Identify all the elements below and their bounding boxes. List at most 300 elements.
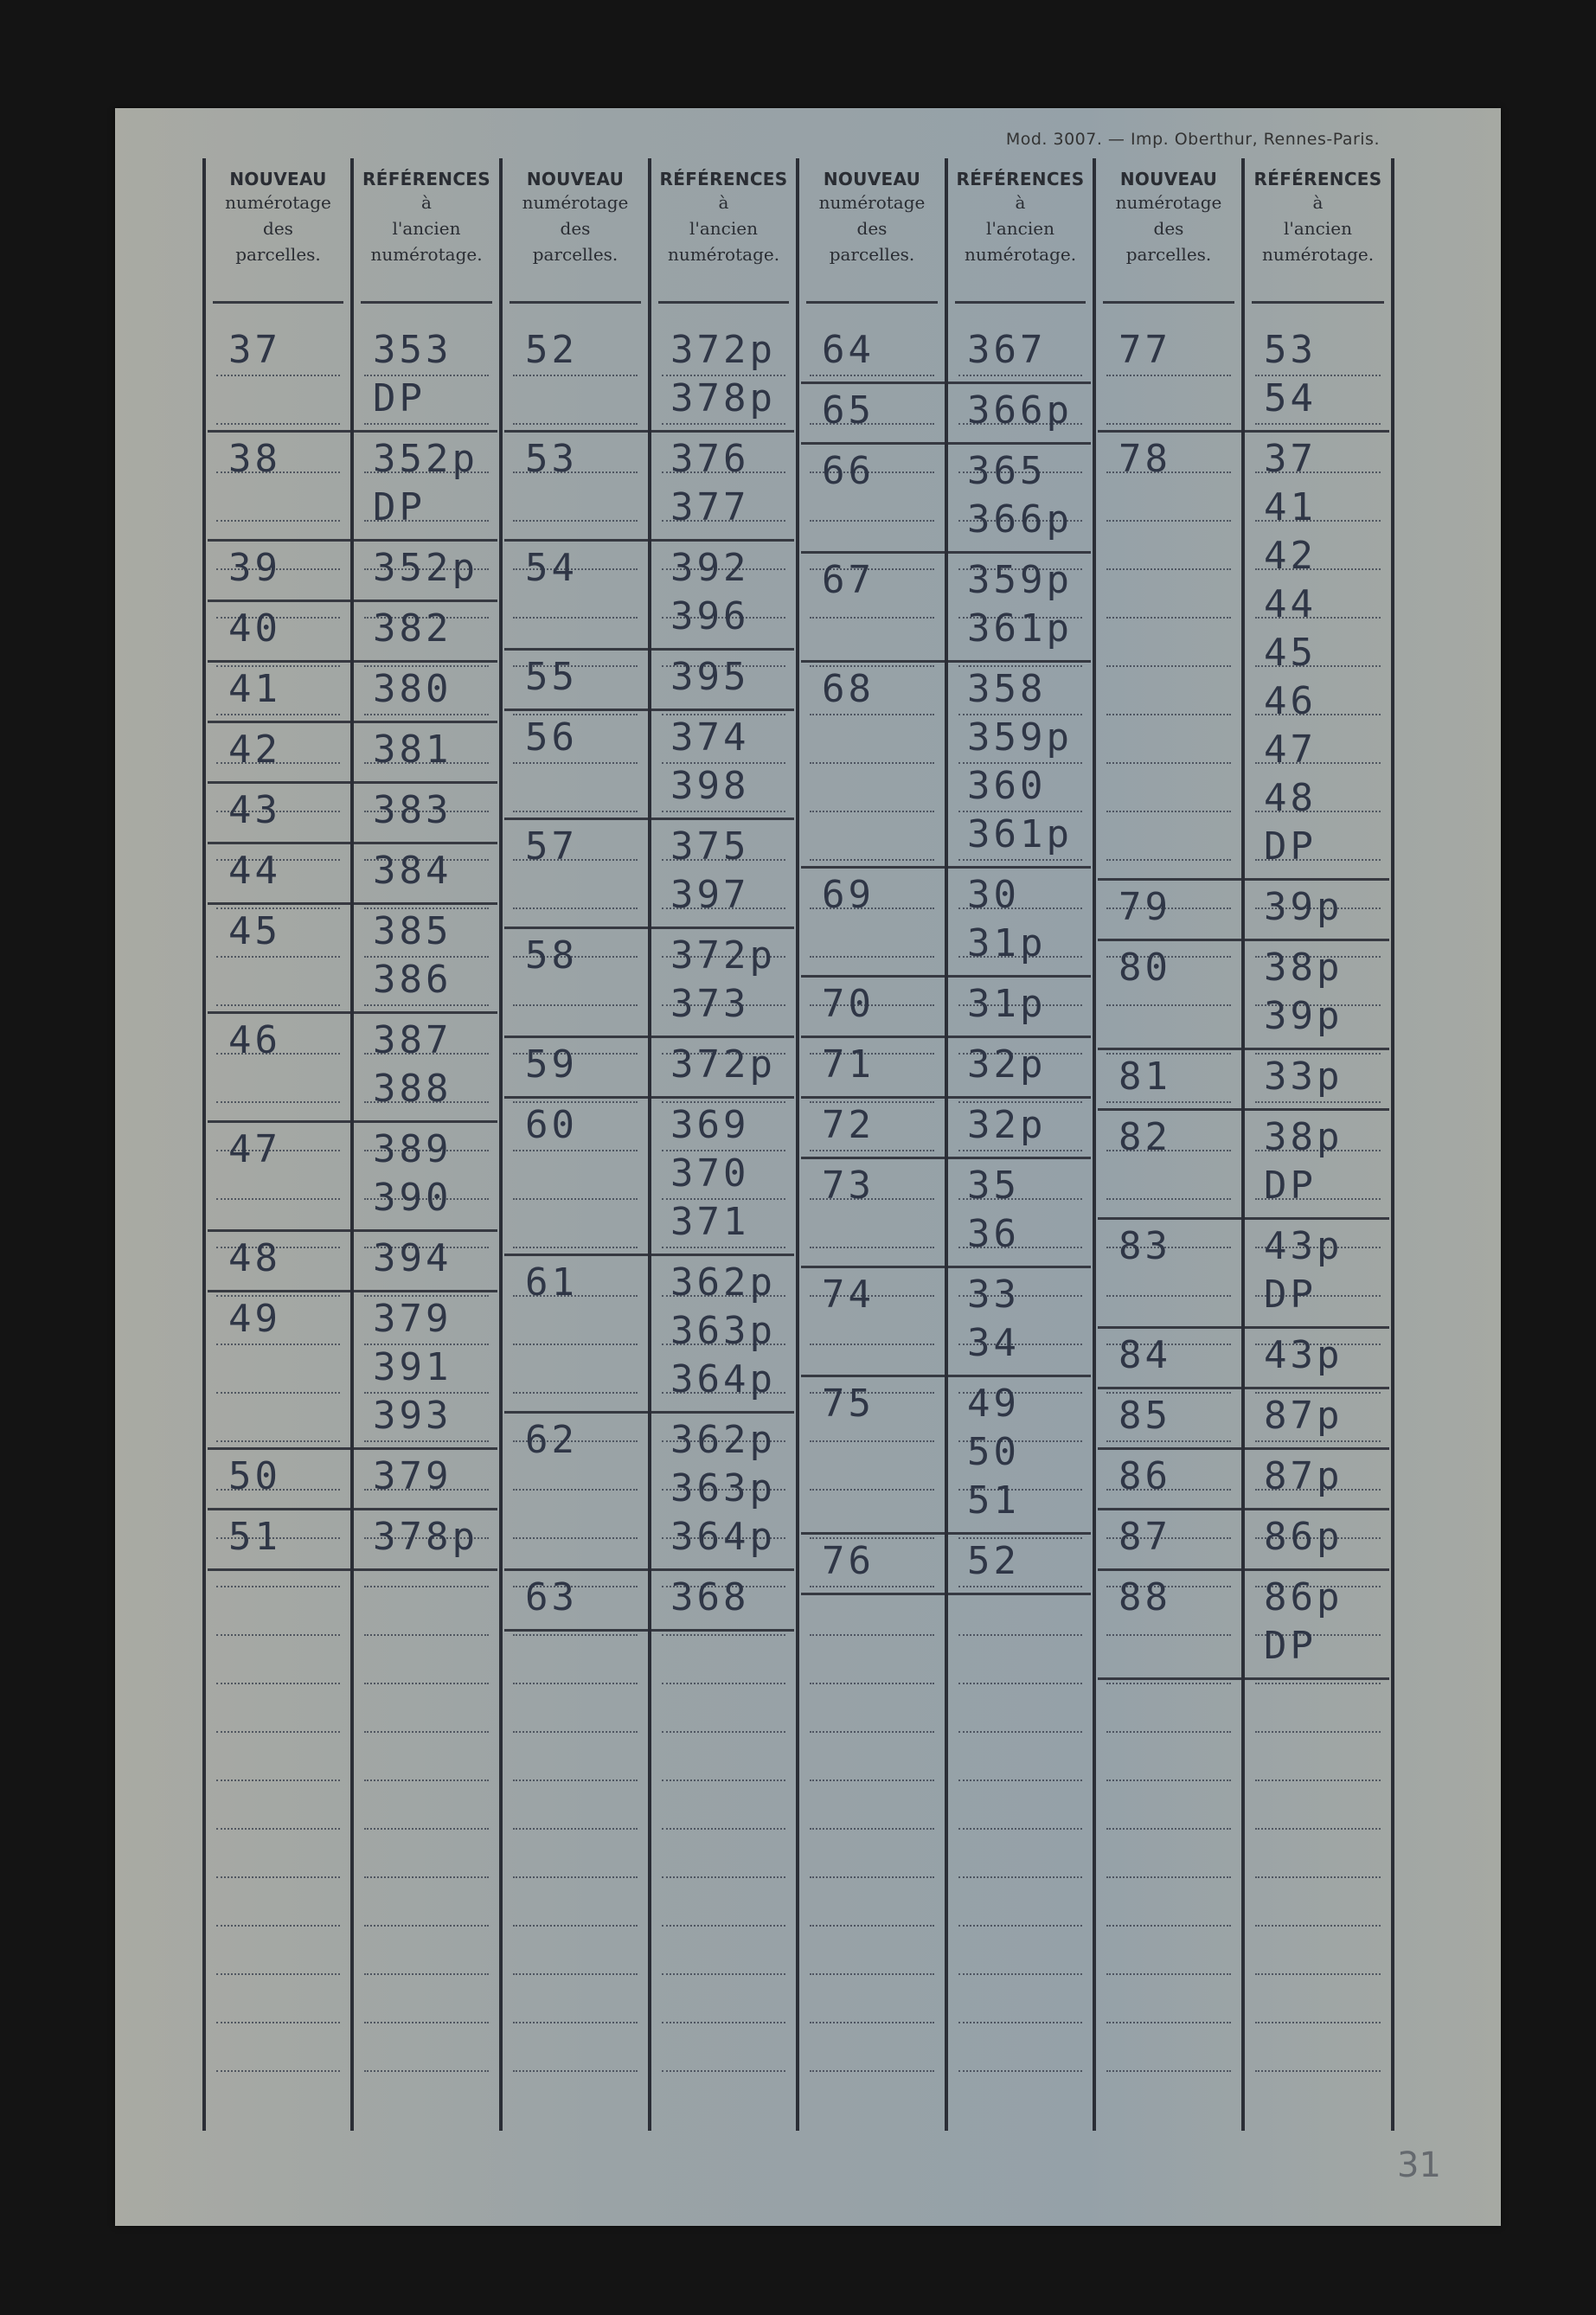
dotted-guide (810, 762, 934, 764)
header-subtitle: des (560, 218, 591, 239)
dotted-guide (810, 1925, 934, 1927)
dotted-guide (364, 1731, 489, 1733)
column-rule (499, 158, 503, 2131)
parcel-old-reference: 352p (373, 437, 478, 481)
parcel-old-reference: 47 (1264, 728, 1317, 772)
entry-separator (801, 382, 1091, 384)
column-rule (1241, 158, 1245, 2131)
parcel-old-reference: 361p (967, 606, 1073, 651)
dotted-guide (216, 1440, 340, 1442)
dotted-guide (216, 1925, 340, 1927)
dotted-guide (810, 1586, 934, 1587)
parcel-new-number: 65 (822, 388, 875, 433)
dotted-guide (1106, 520, 1231, 522)
parcel-new-number: 39 (228, 546, 281, 590)
parcel-old-reference: 374 (670, 715, 750, 760)
parcel-old-reference: 49 (967, 1382, 1020, 1426)
header-subtitle: numérotage. (370, 244, 483, 265)
column-rule (350, 158, 354, 2131)
dotted-guide (216, 2070, 340, 2072)
parcel-old-reference: 367 (967, 328, 1047, 372)
header-nouveau (1094, 169, 1243, 290)
entry-separator (208, 721, 497, 723)
dotted-guide (662, 423, 785, 425)
dotted-guide (364, 1683, 489, 1684)
dotted-guide (810, 1634, 934, 1636)
parcel-old-reference: 359p (967, 715, 1073, 760)
parcel-old-reference: DP (1264, 1624, 1317, 1668)
parcel-old-reference: 394 (373, 1236, 452, 1280)
entry-separator (504, 818, 794, 820)
dotted-guide (1106, 1925, 1231, 1927)
header-title: RÉFÉRENCES (362, 169, 490, 189)
parcel-new-number: 67 (822, 558, 875, 602)
parcel-old-reference: 87p (1264, 1394, 1343, 1438)
parcel-old-reference: 375 (670, 824, 750, 869)
dotted-guide (810, 520, 934, 522)
dotted-guide (958, 1925, 1082, 1927)
parcel-old-reference: 50 (967, 1430, 1020, 1474)
dotted-guide (513, 1828, 638, 1830)
dotted-guide (513, 423, 638, 425)
dotted-guide (1106, 2070, 1231, 2072)
parcel-old-reference: 35 (967, 1164, 1020, 1208)
parcel-old-reference: 33 (967, 1273, 1020, 1317)
entry-separator (801, 551, 1091, 554)
dotted-guide (1255, 2070, 1381, 2072)
parcel-old-reference: 395 (670, 655, 750, 699)
dotted-guide (513, 375, 638, 376)
dotted-guide (1106, 762, 1231, 764)
dotted-guide (364, 1876, 489, 1878)
header-subtitle: parcelles. (1125, 244, 1212, 265)
dotted-guide (810, 2022, 934, 2023)
entry-separator (208, 1120, 497, 1123)
header-nouveau (798, 169, 946, 290)
parcel-old-reference: 45 (1264, 631, 1317, 675)
parcel-new-number: 56 (525, 715, 578, 760)
parcel-old-reference: DP (1264, 824, 1317, 869)
dotted-guide (1106, 1876, 1231, 1878)
parcel-old-reference: 396 (670, 594, 750, 638)
dotted-guide (958, 1828, 1082, 1830)
parcel-new-number: 58 (525, 933, 578, 978)
dotted-guide (216, 1634, 340, 1636)
dotted-guide (1255, 1925, 1381, 1927)
dotted-guide (216, 1683, 340, 1684)
dotted-guide (810, 956, 934, 958)
parcel-new-number: 76 (822, 1539, 875, 1583)
parcel-old-reference: 366p (967, 388, 1073, 433)
header-subtitle: numérotage. (964, 244, 1077, 265)
entry-separator (1098, 1108, 1389, 1111)
parcel-old-reference: 392 (670, 546, 750, 590)
entry-separator (208, 842, 497, 844)
dotted-guide (1255, 1731, 1381, 1733)
parcel-new-number: 37 (228, 328, 281, 372)
dotted-guide (513, 1973, 638, 1975)
dotted-guide (1255, 423, 1381, 425)
parcel-old-reference: 369 (670, 1103, 750, 1147)
folio-number: 31 (1397, 2145, 1441, 2185)
dotted-guide (513, 1876, 638, 1878)
parcel-old-reference: 48 (1264, 776, 1317, 820)
entry-separator (208, 1011, 497, 1014)
entry-separator (208, 1508, 497, 1510)
entry-separator (1098, 878, 1389, 881)
dotted-guide (216, 1731, 340, 1733)
dotted-guide (364, 1780, 489, 1781)
dotted-guide (216, 1198, 340, 1200)
dotted-guide (364, 1004, 489, 1006)
dotted-guide (513, 811, 638, 812)
header-subtitle: numérotage (522, 192, 629, 213)
parcel-old-reference: 397 (670, 873, 750, 917)
header-subtitle: des (856, 218, 888, 239)
parcel-old-reference: 32p (967, 1103, 1047, 1147)
header-subtitle: numérotage (1115, 192, 1222, 213)
dotted-guide (810, 1828, 934, 1830)
column-rule (796, 158, 799, 2131)
column-rule (1093, 158, 1096, 2131)
parcel-new-number: 42 (228, 728, 281, 772)
dotted-guide (1106, 1295, 1231, 1297)
entry-separator (208, 1229, 497, 1232)
dotted-guide (1106, 1198, 1231, 1200)
parcel-old-reference: 368 (670, 1575, 750, 1619)
entry-separator (1098, 1217, 1389, 1220)
parcel-old-reference: 391 (373, 1345, 452, 1389)
dotted-guide (810, 1489, 934, 1491)
parcel-new-number: 40 (228, 606, 281, 651)
entry-separator (504, 927, 794, 929)
dotted-guide (364, 1440, 489, 1442)
parcel-new-number: 73 (822, 1164, 875, 1208)
entry-separator (1098, 1677, 1389, 1680)
parcel-new-number: 55 (525, 655, 578, 699)
parcel-old-reference: 366p (967, 497, 1073, 542)
parcel-old-reference: 370 (670, 1151, 750, 1196)
header-subtitle: l'ancien (985, 218, 1054, 239)
parcel-old-reference: 384 (373, 849, 452, 893)
header-subtitle: à (1015, 192, 1026, 213)
parcel-old-reference: 86p (1264, 1515, 1343, 1559)
header-subtitle: parcelles. (235, 244, 321, 265)
dotted-guide (513, 1634, 638, 1636)
parcel-new-number: 86 (1118, 1454, 1171, 1498)
parcel-old-reference: 393 (373, 1394, 452, 1438)
parcel-old-reference: 379 (373, 1297, 452, 1341)
dotted-guide (364, 1925, 489, 1927)
dotted-guide (958, 1780, 1082, 1781)
column-rule (648, 158, 651, 2131)
parcel-renumbering-table (204, 158, 1393, 2131)
header-title: NOUVEAU (526, 169, 625, 189)
header-subtitle: l'ancien (689, 218, 758, 239)
dotted-guide (662, 1731, 785, 1733)
header-underline (955, 301, 1086, 304)
dotted-guide (662, 2022, 785, 2023)
column-rule (1391, 158, 1394, 2131)
dotted-guide (513, 1731, 638, 1733)
parcel-new-number: 84 (1118, 1333, 1171, 1377)
entry-separator (801, 866, 1091, 869)
parcel-old-reference: 43p (1264, 1333, 1343, 1377)
entry-separator (801, 1157, 1091, 1159)
parcel-new-number: 46 (228, 1018, 281, 1062)
dotted-guide (810, 1343, 934, 1345)
entry-separator (504, 709, 794, 711)
dotted-guide (810, 1876, 934, 1878)
parcel-old-reference: 381 (373, 728, 452, 772)
parcel-old-reference: 352p (373, 546, 478, 590)
dotted-guide (216, 714, 340, 715)
dotted-guide (216, 423, 340, 425)
dotted-guide (662, 1247, 785, 1248)
dotted-guide (216, 1101, 340, 1103)
parcel-new-number: 43 (228, 788, 281, 832)
parcel-old-reference: 39p (1264, 994, 1343, 1038)
parcel-new-number: 83 (1118, 1224, 1171, 1268)
parcel-old-reference: 362p (670, 1418, 776, 1462)
dotted-guide (1255, 2022, 1381, 2023)
dotted-guide (513, 1780, 638, 1781)
dotted-guide (958, 1634, 1082, 1636)
parcel-old-reference: 376 (670, 437, 750, 481)
dotted-guide (810, 859, 934, 861)
entry-separator (208, 660, 497, 663)
header-nouveau (204, 169, 352, 290)
header-underline (1103, 301, 1234, 304)
parcel-old-reference: 372p (670, 1042, 776, 1087)
dotted-guide (216, 375, 340, 376)
dotted-guide (1106, 1973, 1231, 1975)
dotted-guide (662, 1876, 785, 1878)
parcel-old-reference: DP (373, 376, 426, 420)
dotted-guide (216, 1392, 340, 1394)
dotted-guide (662, 1780, 785, 1781)
parcel-old-reference: 386 (373, 958, 452, 1002)
dotted-guide (1106, 811, 1231, 812)
dotted-guide (1106, 859, 1231, 861)
dotted-guide (216, 1876, 340, 1878)
header-references (1243, 169, 1393, 290)
header-subtitle: à (1312, 192, 1324, 213)
header-title: RÉFÉRENCES (1253, 169, 1382, 189)
parcel-new-number: 62 (525, 1418, 578, 1462)
dotted-guide (1106, 568, 1231, 570)
parcel-old-reference: 365 (967, 449, 1047, 493)
entry-separator (208, 1568, 497, 1571)
dotted-guide (1106, 1004, 1231, 1006)
header-subtitle: parcelles. (829, 244, 915, 265)
parcel-old-reference: 44 (1264, 582, 1317, 626)
entry-separator (504, 1629, 794, 1632)
parcel-old-reference: 363p (670, 1309, 776, 1353)
parcel-new-number: 68 (822, 667, 875, 711)
parcel-new-number: 59 (525, 1042, 578, 1087)
printer-imprint: Mod. 3007. — Imp. Oberthur, Rennes-Paris. (1005, 130, 1380, 149)
dotted-guide (1255, 1780, 1381, 1781)
parcel-old-reference: 38p (1264, 946, 1343, 990)
dotted-guide (216, 1586, 340, 1587)
column-rule (202, 158, 206, 2131)
dotted-guide (1106, 1683, 1231, 1684)
dotted-guide (364, 1634, 489, 1636)
dotted-guide (810, 617, 934, 619)
entry-separator (801, 442, 1091, 445)
parcel-old-reference: 34 (967, 1321, 1020, 1365)
parcel-old-reference: DP (1264, 1164, 1317, 1208)
header-nouveau (501, 169, 650, 290)
parcel-old-reference: 371 (670, 1200, 750, 1244)
parcel-new-number: 57 (525, 824, 578, 869)
header-references (650, 169, 798, 290)
dotted-guide (513, 1925, 638, 1927)
parcel-new-number: 79 (1118, 885, 1171, 929)
header-subtitle: numérotage (225, 192, 331, 213)
parcel-old-reference: 361p (967, 812, 1073, 856)
entry-separator (208, 902, 497, 905)
header-subtitle: numérotage. (667, 244, 780, 265)
dotted-guide (216, 1828, 340, 1830)
dotted-guide (958, 859, 1082, 861)
dotted-guide (1106, 1731, 1231, 1733)
dotted-guide (1255, 1101, 1381, 1103)
dotted-guide (662, 1634, 785, 1636)
entry-separator (504, 1254, 794, 1256)
dotted-guide (513, 1392, 638, 1394)
dotted-guide (662, 1683, 785, 1684)
dotted-guide (1106, 1101, 1231, 1103)
parcel-old-reference: 31p (967, 982, 1047, 1026)
dotted-guide (958, 2070, 1082, 2072)
parcel-old-reference: 377 (670, 485, 750, 529)
parcel-old-reference: 364p (670, 1515, 776, 1559)
parcel-new-number: 38 (228, 437, 281, 481)
parcel-new-number: 54 (525, 546, 578, 590)
dotted-guide (513, 1489, 638, 1491)
dotted-guide (216, 2022, 340, 2023)
dotted-guide (513, 520, 638, 522)
entry-separator (1098, 430, 1389, 433)
parcel-new-number: 66 (822, 449, 875, 493)
dotted-guide (810, 1247, 934, 1248)
header-subtitle: numérotage (818, 192, 926, 213)
parcel-old-reference: 86p (1264, 1575, 1343, 1619)
parcel-new-number: 60 (525, 1103, 578, 1147)
parcel-old-reference: 388 (373, 1067, 452, 1111)
parcel-old-reference: 31p (967, 921, 1047, 965)
parcel-old-reference: 30 (967, 873, 1020, 917)
parcel-old-reference: 53 (1264, 328, 1317, 372)
parcel-old-reference: 378p (373, 1515, 478, 1559)
dotted-guide (513, 2022, 638, 2023)
header-underline (1252, 301, 1384, 304)
header-references (352, 169, 501, 290)
dotted-guide (662, 1925, 785, 1927)
parcel-new-number: 75 (822, 1382, 875, 1426)
dotted-guide (958, 375, 1082, 376)
parcel-old-reference: DP (1264, 1273, 1317, 1317)
parcel-new-number: 64 (822, 328, 875, 372)
dotted-guide (958, 1731, 1082, 1733)
entry-separator (801, 1036, 1091, 1038)
header-underline (806, 301, 938, 304)
column-rule (945, 158, 948, 2131)
entry-separator (504, 1411, 794, 1414)
dotted-guide (513, 1343, 638, 1345)
entry-separator (1098, 939, 1389, 941)
header-subtitle: à (421, 192, 432, 213)
parcel-old-reference: 382 (373, 606, 452, 651)
entry-separator (208, 600, 497, 602)
parcel-new-number: 77 (1118, 328, 1171, 372)
parcel-old-reference: 378p (670, 376, 776, 420)
dotted-guide (513, 1537, 638, 1539)
dotted-guide (216, 520, 340, 522)
dotted-guide (662, 811, 785, 812)
parcel-old-reference: 383 (373, 788, 452, 832)
parcel-old-reference: 398 (670, 764, 750, 808)
entry-separator (504, 539, 794, 542)
header-title: NOUVEAU (823, 169, 921, 189)
parcel-old-reference: 43p (1264, 1224, 1343, 1268)
entry-separator (208, 1290, 497, 1292)
dotted-guide (364, 1828, 489, 1830)
entry-separator (801, 1266, 1091, 1268)
header-title: NOUVEAU (229, 169, 327, 189)
parcel-old-reference: 372p (670, 328, 776, 372)
dotted-guide (364, 2022, 489, 2023)
dotted-guide (513, 907, 638, 909)
header-underline (213, 301, 343, 304)
parcel-new-number: 44 (228, 849, 281, 893)
header-underline (510, 301, 641, 304)
parcel-old-reference: 36 (967, 1212, 1020, 1256)
entry-separator (1098, 1508, 1389, 1510)
parcel-new-number: 49 (228, 1297, 281, 1341)
dotted-guide (810, 1780, 934, 1781)
dotted-guide (810, 714, 934, 715)
dotted-guide (1255, 1683, 1381, 1684)
entry-separator (801, 1096, 1091, 1099)
dotted-guide (513, 762, 638, 764)
parcel-old-reference: 87p (1264, 1454, 1343, 1498)
dotted-guide (1255, 1828, 1381, 1830)
parcel-old-reference: 359p (967, 558, 1073, 602)
dotted-guide (364, 423, 489, 425)
dotted-guide (513, 617, 638, 619)
dotted-guide (958, 2022, 1082, 2023)
parcel-new-number: 41 (228, 667, 281, 711)
entry-separator (801, 1532, 1091, 1535)
parcel-old-reference: 54 (1264, 376, 1317, 420)
dotted-guide (1106, 1440, 1231, 1442)
dotted-guide (364, 1973, 489, 1975)
dotted-guide (958, 1973, 1082, 1975)
dotted-guide (513, 1247, 638, 1248)
dotted-guide (958, 1586, 1082, 1587)
parcel-new-number: 69 (822, 873, 875, 917)
dotted-guide (810, 1731, 934, 1733)
header-title: RÉFÉRENCES (659, 169, 788, 189)
dotted-guide (216, 956, 340, 958)
parcel-new-number: 81 (1118, 1055, 1171, 1099)
parcel-old-reference: 385 (373, 909, 452, 953)
dotted-guide (810, 811, 934, 812)
parcel-new-number: 88 (1118, 1575, 1171, 1619)
